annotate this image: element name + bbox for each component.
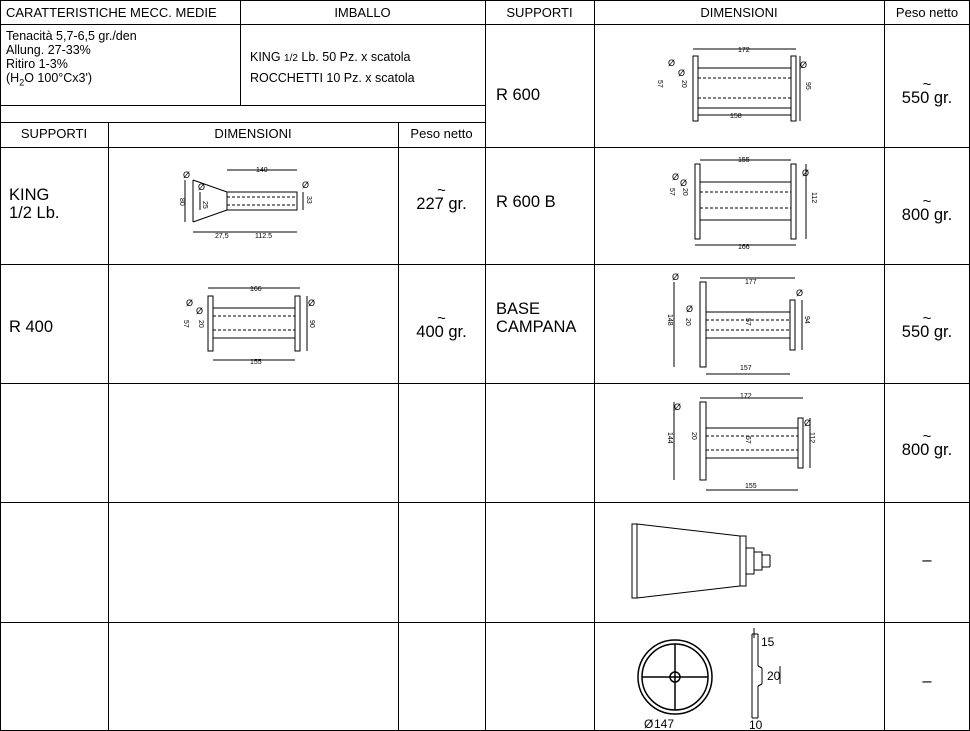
svg-text:166: 166 — [250, 286, 262, 293]
svg-text:20: 20 — [767, 669, 781, 683]
drawing-row4 — [660, 390, 820, 500]
svg-text:158: 158 — [730, 113, 742, 120]
svg-text:Ø: Ø — [183, 170, 191, 180]
drawing-r600b — [650, 152, 820, 257]
peso-r600b: ~ 800 gr. — [901, 193, 953, 224]
svg-text:Ø: Ø — [668, 58, 676, 68]
hline-r2 — [485, 264, 970, 265]
svg-text:95: 95 — [804, 82, 811, 90]
svg-text:144: 144 — [666, 432, 673, 444]
header-caratteristiche: CARATTERISTICHE MECC. MEDIE — [6, 5, 217, 20]
hline-l-gap — [0, 122, 485, 123]
svg-text:Ø: Ø — [686, 304, 694, 314]
supporto-r400: R 400 — [9, 318, 54, 336]
hline-l2 — [0, 383, 485, 384]
hline-l-subheader — [0, 147, 485, 148]
divider-l-dim — [398, 122, 399, 731]
svg-text:172: 172 — [740, 393, 752, 400]
svg-text:157: 157 — [740, 365, 752, 372]
drawing-king — [170, 160, 320, 245]
svg-text:57: 57 — [744, 318, 751, 326]
svg-text:172: 172 — [738, 47, 750, 54]
hline-l1 — [0, 264, 485, 265]
svg-text:177: 177 — [745, 279, 757, 286]
svg-text:155: 155 — [250, 359, 262, 366]
svg-text:57: 57 — [668, 188, 675, 196]
supporto-r600b: R 600 B — [496, 193, 556, 211]
peso-row5: – — [922, 551, 932, 569]
svg-text:Ø: Ø — [800, 60, 808, 70]
hline-r3 — [485, 383, 970, 384]
svg-text:Ø: Ø — [804, 418, 812, 428]
svg-text:Ø: Ø — [302, 180, 310, 190]
drawing-disc — [630, 628, 790, 731]
svg-text:Ø: Ø — [308, 298, 316, 308]
hline-r5 — [485, 622, 970, 623]
svg-text:Ø: Ø — [802, 168, 810, 178]
svg-text:148: 148 — [666, 314, 673, 326]
svg-text:80: 80 — [178, 198, 185, 206]
header-supporti-left: SUPPORTI — [20, 126, 88, 141]
peso-king: ~ 227 gr. — [416, 182, 467, 213]
supporto-king: KING — [9, 186, 50, 204]
peso-r600: ~ 550 gr. — [901, 76, 953, 107]
supporto-campana: CAMPANA — [496, 318, 577, 336]
svg-text:20: 20 — [690, 432, 697, 440]
svg-text:Ø: Ø — [196, 306, 204, 316]
svg-text:147: 147 — [654, 717, 675, 731]
drawing-base-campana — [660, 272, 820, 382]
svg-text:Ø: Ø — [678, 68, 686, 78]
svg-text:33: 33 — [305, 196, 312, 204]
svg-text:Ø: Ø — [680, 178, 688, 188]
svg-text:155: 155 — [745, 483, 757, 490]
hline-l4 — [0, 622, 485, 623]
peso-row4: ~ 800 gr. — [901, 428, 953, 459]
svg-text:90: 90 — [308, 320, 315, 328]
peso-base-campana: ~ 550 gr. — [901, 310, 953, 341]
svg-text:57: 57 — [744, 436, 751, 444]
supporto-r600: R 600 — [496, 86, 541, 104]
header-supporti-right: SUPPORTI — [506, 5, 573, 20]
svg-text:57: 57 — [182, 320, 189, 328]
svg-text:Ø: Ø — [644, 717, 654, 731]
svg-text:20: 20 — [684, 318, 691, 326]
hline-r4 — [485, 502, 970, 503]
svg-text:Ø: Ø — [672, 172, 680, 182]
svg-text:27,5: 27,5 — [215, 233, 229, 240]
svg-text:94: 94 — [803, 316, 810, 324]
hline-r1 — [485, 147, 970, 148]
drawing-cone — [630, 518, 780, 603]
imballo-rocchetti: ROCCHETTI 10 Pz. x scatola — [250, 71, 415, 85]
svg-text:10: 10 — [749, 718, 763, 731]
svg-text:155: 155 — [738, 157, 750, 164]
svg-text:140: 140 — [256, 167, 268, 174]
svg-text:20: 20 — [197, 320, 204, 328]
imballo-king: KING 1/2 Lb. 50 Pz. x scatola — [250, 50, 411, 64]
header-dimensioni-left: DIMENSIONI — [214, 126, 292, 141]
svg-text:Ø: Ø — [198, 182, 206, 192]
svg-text:20: 20 — [680, 80, 687, 88]
svg-text:20: 20 — [681, 188, 688, 196]
svg-text:166: 166 — [738, 244, 750, 251]
drawing-r400 — [170, 280, 320, 370]
hline-l3 — [0, 502, 485, 503]
svg-text:Ø: Ø — [672, 272, 680, 282]
char-h2o: ($H_2O$ 100°Cx3') — [6, 71, 93, 88]
svg-text:15: 15 — [761, 635, 775, 649]
peso-row6: – — [922, 672, 932, 690]
svg-text:Ø: Ø — [186, 298, 194, 308]
char-allung: Allung. 27-33% — [6, 43, 91, 57]
supporto-base: BASE — [496, 300, 541, 318]
divider-l-supporti — [108, 122, 109, 731]
supporto-king-frac: 1/2 Lb. — [9, 204, 60, 222]
char-ritiro: Ritiro 1-3% — [6, 57, 68, 71]
svg-text:Ø: Ø — [796, 288, 804, 298]
header-peso-right: Peso netto — [895, 5, 959, 20]
peso-r400: ~ 400 gr. — [416, 310, 467, 341]
char-tenacita: Tenacità 5,7-6,5 gr./den — [6, 29, 137, 43]
svg-text:112: 112 — [808, 432, 815, 444]
svg-text:112.5: 112.5 — [255, 233, 272, 240]
hline-l-top — [0, 105, 485, 106]
svg-text:25: 25 — [201, 201, 208, 209]
header-imballo: IMBALLO — [334, 5, 391, 20]
svg-text:Ø: Ø — [674, 402, 682, 412]
svg-text:112: 112 — [810, 192, 817, 204]
header-peso-left: Peso netto — [410, 126, 473, 141]
drawing-r600 — [650, 40, 820, 130]
svg-text:57: 57 — [656, 80, 663, 88]
header-dimensioni-right: DIMENSIONI — [700, 5, 778, 20]
hline-r-header — [485, 24, 970, 25]
hline-l-header — [0, 24, 485, 25]
